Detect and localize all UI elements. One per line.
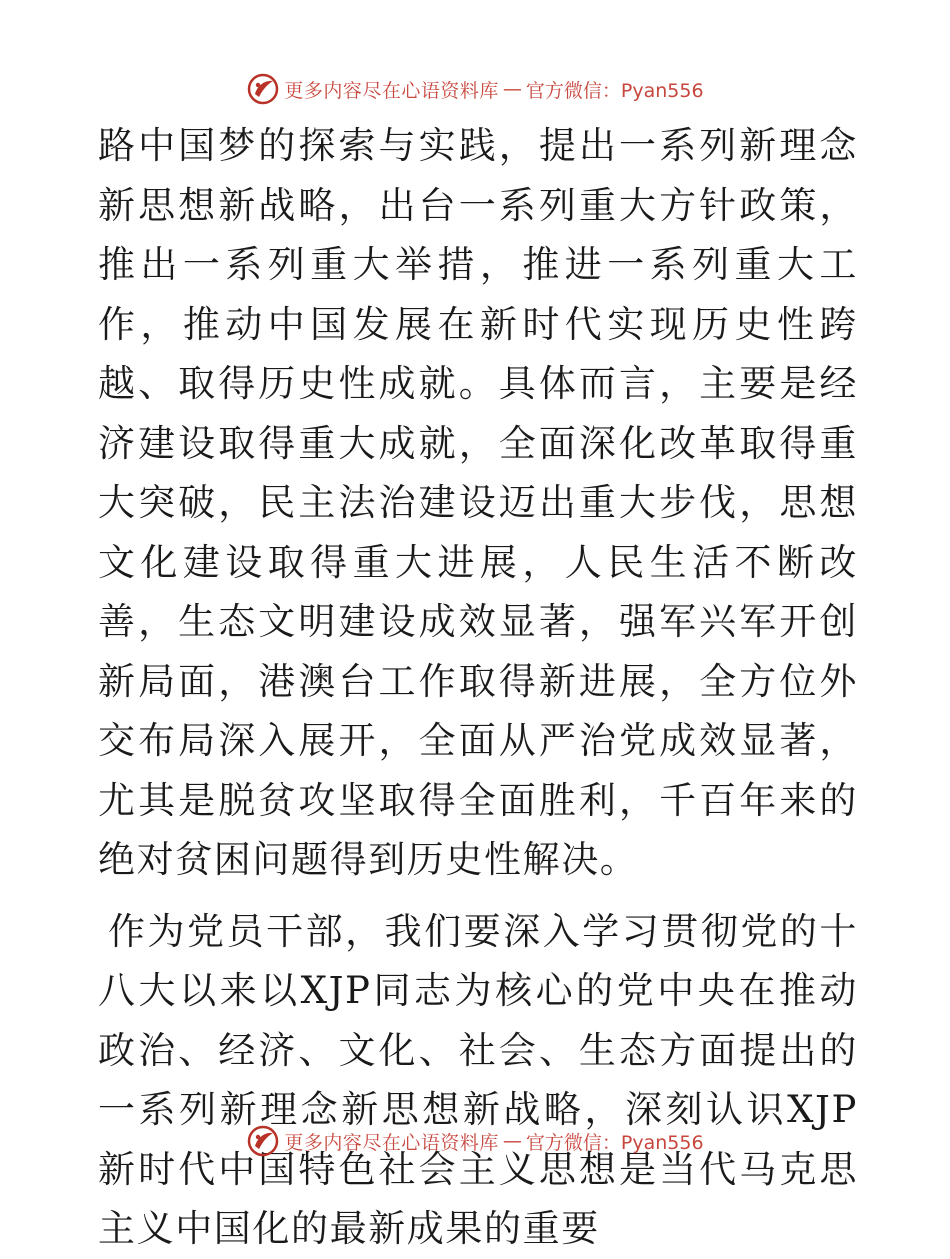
watermark-contact: 官方微信：Pyan556 xyxy=(525,1131,704,1154)
brand-logo-icon xyxy=(246,1124,280,1158)
watermark-separator: — xyxy=(502,1130,522,1152)
document-body xyxy=(98,116,858,1259)
paragraph-2: 作为党员干部，我们要深入学习贯彻党的十八大以来以XJP同志为核心的党中央在推动政治、经济、文化、社会、生态方面提出的一系列新理念新思想新战略，深刻认识XJP新时代中国特色社会主义思想是当代马克思主义中国化的最新成果的重要 xyxy=(98,909,858,1250)
watermark-site-text: 更多内容尽在心语资料库 xyxy=(284,1131,499,1154)
paragraph-1: 路中国梦的探索与实践，提出一系列新理念新思想新战略，出台一系列重大方针政策，推出一系列重大举措，推进一系列重大工作，推动中国发展在新时代实现历史性跨越、取得历史性成就。具体而言，主要是经济建设取得重大成就，全面深化改革取得重大突破，民主法治建设迈出重大步伐，思想文化建设取得重大进展，人民生活不断改善，生态文明建设成效显著，强军兴军开创新局面，港澳台工作取得新进展，全方位外交布局深入展开，全面从严治党成效显著，尤其是脱贫攻坚取得全面胜利，千百年来的绝对贫困问题得到历史性解决。 xyxy=(98,124,858,881)
watermark-footer xyxy=(0,1124,950,1158)
watermark-separator: — xyxy=(502,78,522,100)
watermark-site-text: 更多内容尽在心语资料库 xyxy=(284,79,499,102)
watermark-header xyxy=(0,72,950,106)
watermark-contact: 官方微信：Pyan556 xyxy=(525,79,704,102)
brand-logo-icon xyxy=(246,72,280,106)
